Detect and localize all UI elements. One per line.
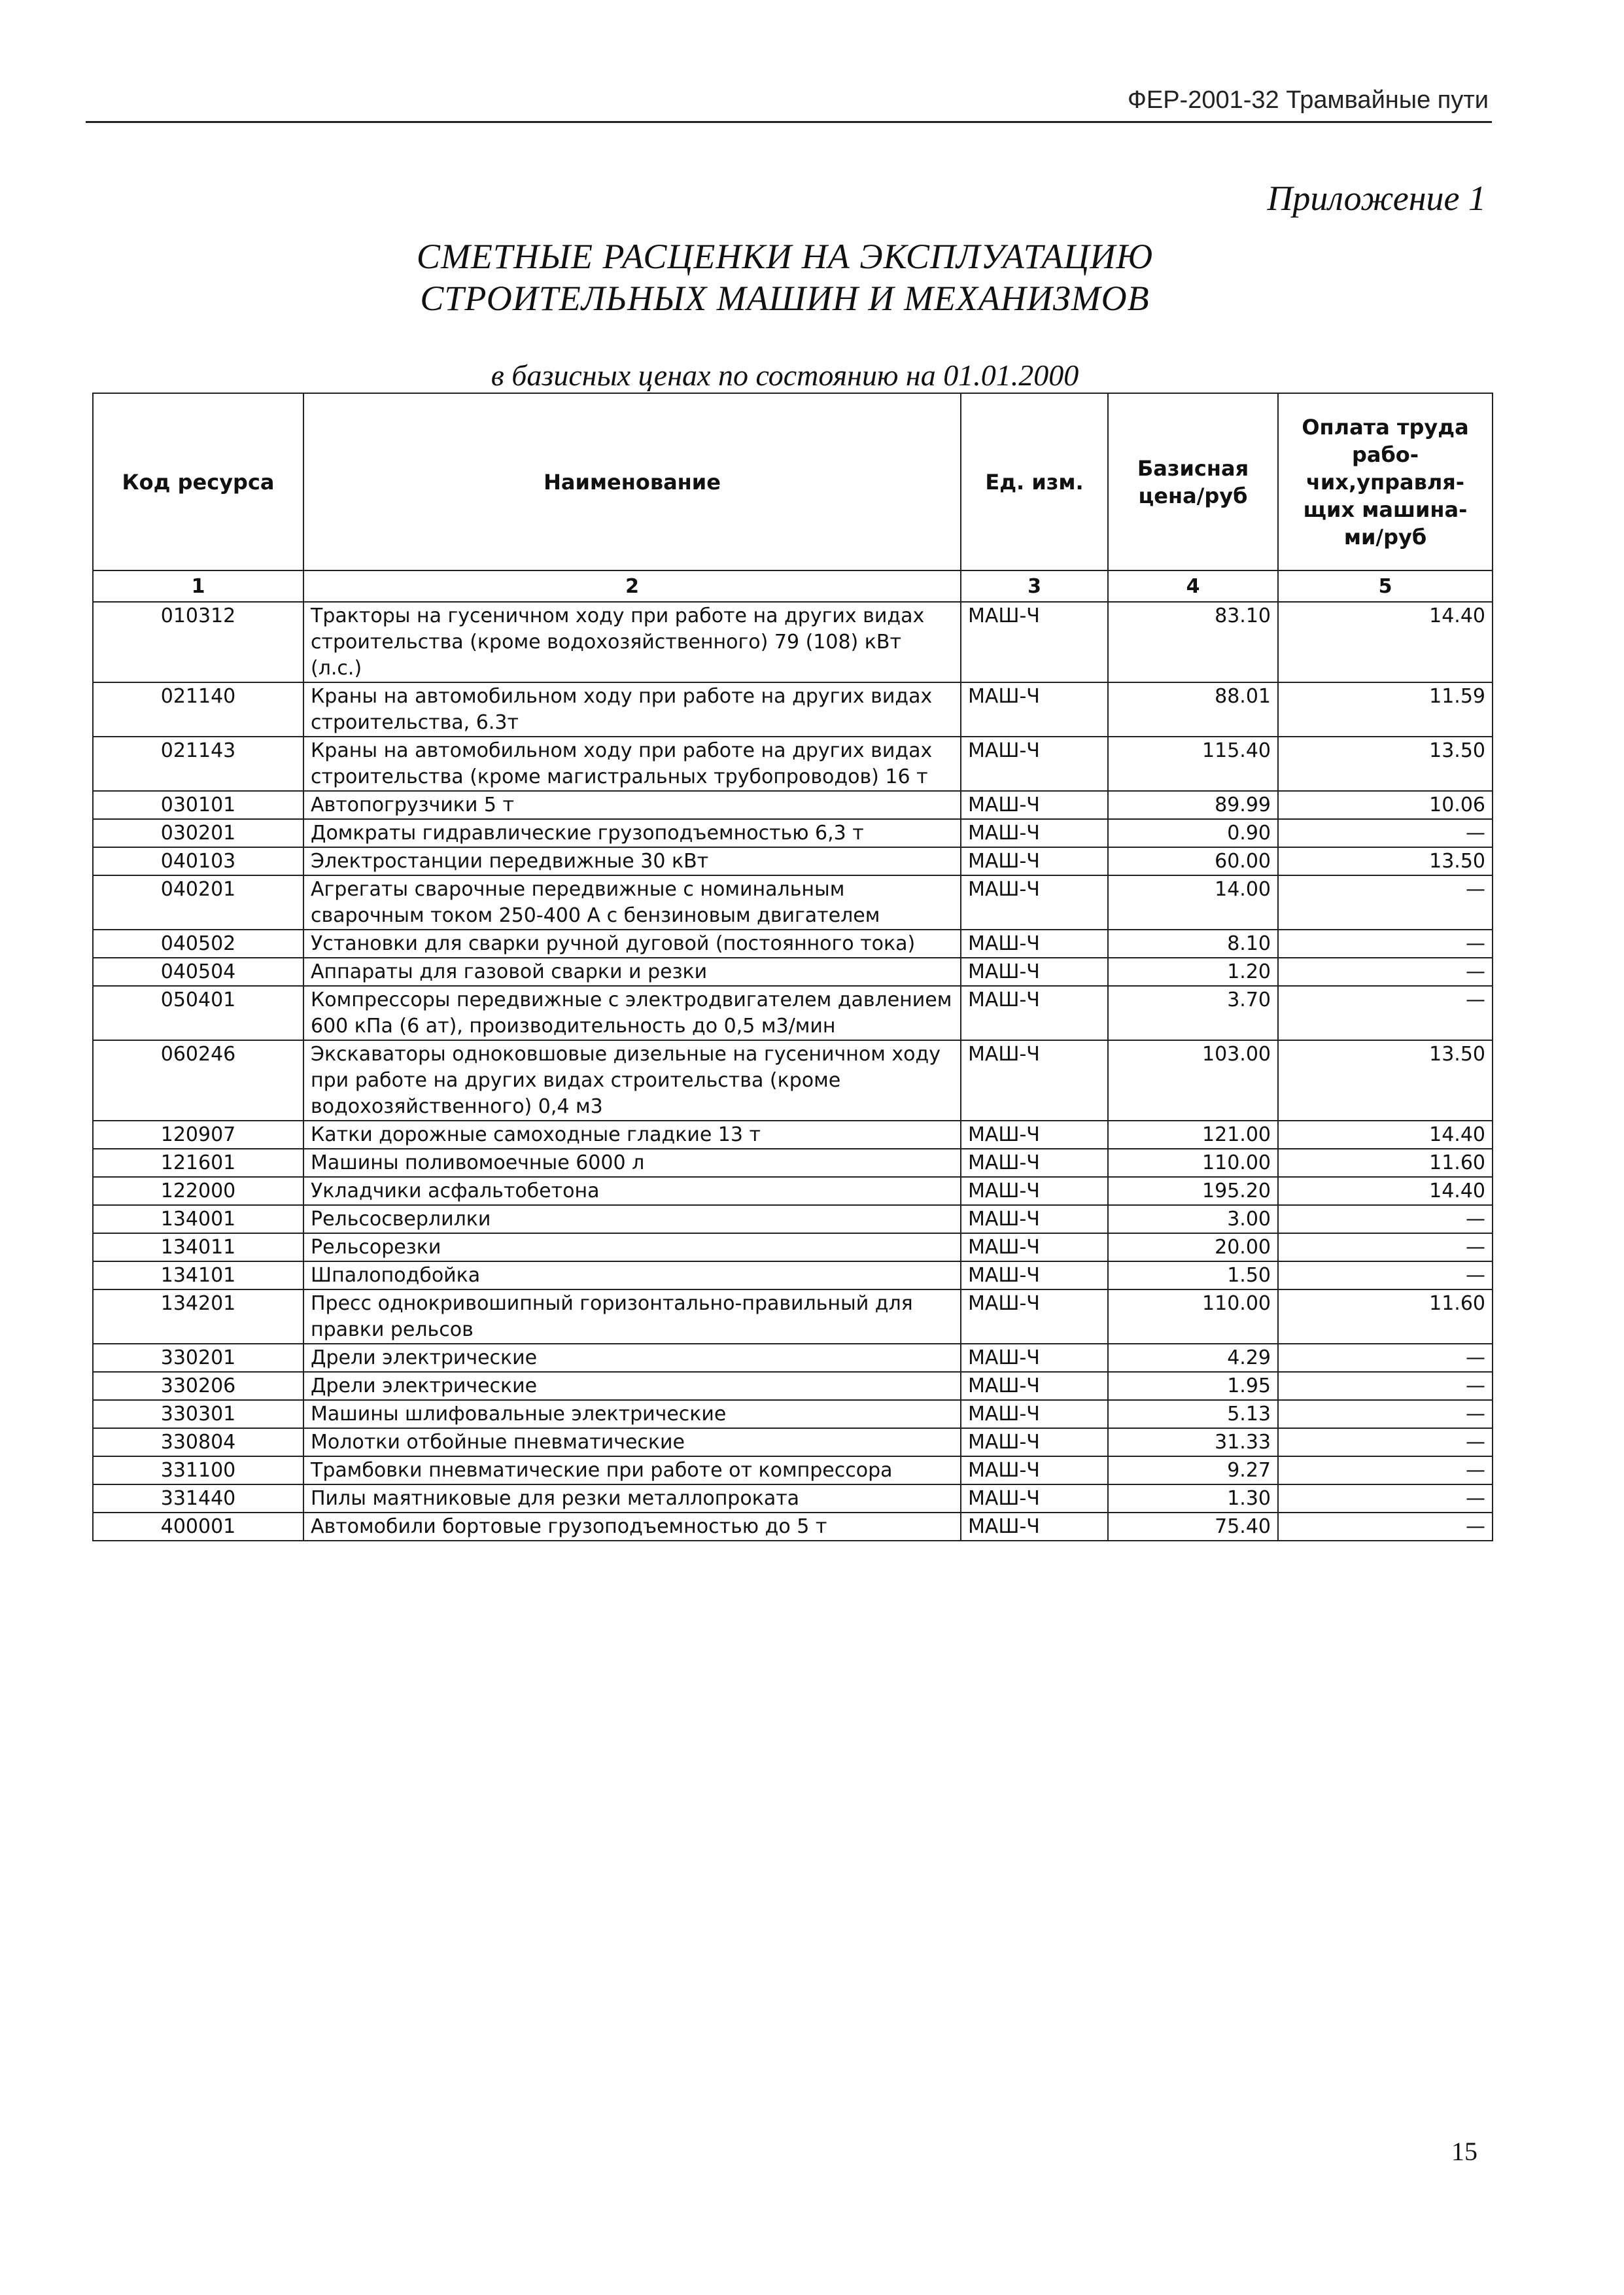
unit-cell: МАШ-Ч — [961, 958, 1108, 986]
operator-wage-cell: 10.06 — [1278, 791, 1493, 819]
unit-cell: МАШ-Ч — [961, 1177, 1108, 1205]
unit-cell: МАШ-Ч — [961, 1428, 1108, 1456]
resource-name-cell: Автопогрузчики 5 т — [303, 791, 961, 819]
resource-code-cell: 134001 — [93, 1205, 303, 1233]
resource-name-cell: Аппараты для газовой сварки и резки — [303, 958, 961, 986]
base-price-cell: 14.00 — [1108, 875, 1278, 930]
base-price-cell: 88.01 — [1108, 682, 1278, 737]
resource-name-cell: Краны на автомобильном ходу при работе на других видах строительства, 6.3т — [303, 682, 961, 737]
table-row — [93, 1233, 1493, 1261]
column-header-price: Базисная цена/руб — [1108, 393, 1278, 570]
resource-code-cell: 330804 — [93, 1428, 303, 1456]
resource-name-cell: Трамбовки пневматические при работе от компрессора — [303, 1456, 961, 1484]
table-row — [93, 1428, 1493, 1456]
operator-wage-cell: 14.40 — [1278, 1177, 1493, 1205]
resource-name-cell: Экскаваторы одноковшовые дизельные на гусеничном ходу при работе на других видах строительства (кроме водохозяйственного) 0,4 м3 — [303, 1040, 961, 1121]
resource-name-cell: Дрели электрические — [303, 1344, 961, 1372]
operator-wage-cell: — — [1278, 1400, 1493, 1428]
table-row — [93, 1121, 1493, 1149]
machine-rates-table — [92, 393, 1493, 1541]
base-price-cell: 1.50 — [1108, 1261, 1278, 1289]
table-row — [93, 1289, 1493, 1344]
operator-wage-cell: 13.50 — [1278, 737, 1493, 791]
operator-wage-cell: 14.40 — [1278, 1121, 1493, 1149]
column-number: 4 — [1108, 570, 1278, 602]
resource-code-cell: 030101 — [93, 791, 303, 819]
title-line-1: СМЕТНЫЕ РАСЦЕНКИ НА ЭКСПЛУАТАЦИЮ — [416, 237, 1154, 276]
operator-wage-cell: — — [1278, 1205, 1493, 1233]
base-price-cell: 75.40 — [1108, 1513, 1278, 1541]
resource-code-cell: 330201 — [93, 1344, 303, 1372]
column-header-name: Наименование — [303, 393, 961, 570]
title-line-2: СТРОИТЕЛЬНЫХ МАШИН И МЕХАНИЗМОВ — [420, 279, 1150, 318]
unit-cell: МАШ-Ч — [961, 1149, 1108, 1177]
base-price-cell: 103.00 — [1108, 1040, 1278, 1121]
resource-name-cell: Установки для сварки ручной дуговой (постоянного тока) — [303, 930, 961, 958]
unit-cell: МАШ-Ч — [961, 737, 1108, 791]
unit-cell: МАШ-Ч — [961, 1261, 1108, 1289]
column-number: 5 — [1278, 570, 1493, 602]
unit-cell: МАШ-Ч — [961, 986, 1108, 1040]
column-number: 1 — [93, 570, 303, 602]
base-price-cell: 1.95 — [1108, 1372, 1278, 1400]
column-header-wage: Оплата труда рабо-чих,управля-щих машина-ми/руб — [1278, 393, 1493, 570]
resource-name-cell: Рельсосверлилки — [303, 1205, 961, 1233]
resource-name-cell: Электростанции передвижные 30 кВт — [303, 847, 961, 875]
base-price-cell: 0.90 — [1108, 819, 1278, 847]
base-price-cell: 3.00 — [1108, 1205, 1278, 1233]
table-row — [93, 1400, 1493, 1428]
table-row — [93, 819, 1493, 847]
unit-cell: МАШ-Ч — [961, 1233, 1108, 1261]
resource-code-cell: 122000 — [93, 1177, 303, 1205]
resource-code-cell: 134011 — [93, 1233, 303, 1261]
base-price-cell: 60.00 — [1108, 847, 1278, 875]
resource-name-cell: Пилы маятниковые для резки металлопроката — [303, 1484, 961, 1513]
resource-name-cell: Краны на автомобильном ходу при работе на других видах строительства (кроме магистральных трубопроводов) 16 т — [303, 737, 961, 791]
unit-cell: МАШ-Ч — [961, 930, 1108, 958]
column-header-unit: Ед. изм. — [961, 393, 1108, 570]
unit-cell: МАШ-Ч — [961, 875, 1108, 930]
unit-cell: МАШ-Ч — [961, 1456, 1108, 1484]
resource-code-cell: 021140 — [93, 682, 303, 737]
unit-cell: МАШ-Ч — [961, 791, 1108, 819]
base-price-cell: 4.29 — [1108, 1344, 1278, 1372]
table-row — [93, 1149, 1493, 1177]
operator-wage-cell: — — [1278, 1372, 1493, 1400]
base-price-cell: 110.00 — [1108, 1149, 1278, 1177]
operator-wage-cell: — — [1278, 1428, 1493, 1456]
unit-cell: МАШ-Ч — [961, 1040, 1108, 1121]
table-row — [93, 1177, 1493, 1205]
base-price-cell: 110.00 — [1108, 1289, 1278, 1344]
base-price-cell: 83.10 — [1108, 602, 1278, 682]
resource-name-cell: Компрессоры передвижные с электродвигателем давлением 600 кПа (6 ат), производительность до 0,5 м3/мин — [303, 986, 961, 1040]
column-number-row — [93, 570, 1493, 602]
resource-code-cell: 331440 — [93, 1484, 303, 1513]
base-price-cell: 5.13 — [1108, 1400, 1278, 1428]
table-row — [93, 847, 1493, 875]
resource-code-cell: 060246 — [93, 1040, 303, 1121]
resource-name-cell: Машины поливомоечные 6000 л — [303, 1149, 961, 1177]
resource-name-cell: Автомобили бортовые грузоподъемностью до 5 т — [303, 1513, 961, 1541]
resource-name-cell: Катки дорожные самоходные гладкие 13 т — [303, 1121, 961, 1149]
table-row — [93, 1344, 1493, 1372]
table-row — [93, 682, 1493, 737]
table-row — [93, 737, 1493, 791]
operator-wage-cell: 11.60 — [1278, 1289, 1493, 1344]
operator-wage-cell: — — [1278, 875, 1493, 930]
base-price-cell: 9.27 — [1108, 1456, 1278, 1484]
resource-name-cell: Домкраты гидравлические грузоподъемностью 6,3 т — [303, 819, 961, 847]
unit-cell: МАШ-Ч — [961, 1344, 1108, 1372]
table-row — [93, 958, 1493, 986]
unit-cell: МАШ-Ч — [961, 847, 1108, 875]
document-title — [249, 236, 1321, 319]
resource-code-cell: 134201 — [93, 1289, 303, 1344]
unit-cell: МАШ-Ч — [961, 1400, 1108, 1428]
resource-code-cell: 330301 — [93, 1400, 303, 1428]
operator-wage-cell: — — [1278, 1456, 1493, 1484]
resource-code-cell: 330206 — [93, 1372, 303, 1400]
table-row — [93, 602, 1493, 682]
base-price-cell: 3.70 — [1108, 986, 1278, 1040]
resource-code-cell: 400001 — [93, 1513, 303, 1541]
base-price-cell: 89.99 — [1108, 791, 1278, 819]
table-row — [93, 1456, 1493, 1484]
column-number: 2 — [303, 570, 961, 602]
table-row — [93, 1040, 1493, 1121]
header-rule — [86, 121, 1492, 123]
resource-name-cell: Машины шлифовальные электрические — [303, 1400, 961, 1428]
running-header: ФЕР-2001-32 Трамвайные пути — [1127, 86, 1489, 114]
column-header-code: Код ресурса — [93, 393, 303, 570]
operator-wage-cell: 13.50 — [1278, 847, 1493, 875]
resource-name-cell: Молотки отбойные пневматические — [303, 1428, 961, 1456]
table-row — [93, 791, 1493, 819]
price-basis-subtitle: в базисных ценах по состоянию на 01.01.2000 — [491, 359, 1079, 392]
unit-cell: МАШ-Ч — [961, 819, 1108, 847]
operator-wage-cell: 11.59 — [1278, 682, 1493, 737]
unit-cell: МАШ-Ч — [961, 1289, 1108, 1344]
operator-wage-cell: — — [1278, 958, 1493, 986]
base-price-cell: 31.33 — [1108, 1428, 1278, 1456]
unit-cell: МАШ-Ч — [961, 1372, 1108, 1400]
resource-code-cell: 120907 — [93, 1121, 303, 1149]
base-price-cell: 1.20 — [1108, 958, 1278, 986]
resource-name-cell: Шпалоподбойка — [303, 1261, 961, 1289]
resource-code-cell: 134101 — [93, 1261, 303, 1289]
base-price-cell: 20.00 — [1108, 1233, 1278, 1261]
operator-wage-cell: — — [1278, 1484, 1493, 1513]
resource-code-cell: 010312 — [93, 602, 303, 682]
table-row — [93, 1372, 1493, 1400]
resource-code-cell: 331100 — [93, 1456, 303, 1484]
resource-code-cell: 040103 — [93, 847, 303, 875]
resource-name-cell: Рельсорезки — [303, 1233, 961, 1261]
resource-code-cell: 040502 — [93, 930, 303, 958]
table-row — [93, 875, 1493, 930]
page-number: 15 — [1451, 2137, 1477, 2166]
unit-cell: МАШ-Ч — [961, 682, 1108, 737]
operator-wage-cell: — — [1278, 1513, 1493, 1541]
table-row — [93, 1484, 1493, 1513]
resource-code-cell: 040504 — [93, 958, 303, 986]
table-row — [93, 1513, 1493, 1541]
unit-cell: МАШ-Ч — [961, 1121, 1108, 1149]
operator-wage-cell: — — [1278, 819, 1493, 847]
base-price-cell: 8.10 — [1108, 930, 1278, 958]
operator-wage-cell: 11.60 — [1278, 1149, 1493, 1177]
base-price-cell: 115.40 — [1108, 737, 1278, 791]
resource-code-cell: 030201 — [93, 819, 303, 847]
operator-wage-cell: — — [1278, 1344, 1493, 1372]
operator-wage-cell: 13.50 — [1278, 1040, 1493, 1121]
resource-code-cell: 040201 — [93, 875, 303, 930]
operator-wage-cell: — — [1278, 1261, 1493, 1289]
table-row — [93, 1205, 1493, 1233]
base-price-cell: 121.00 — [1108, 1121, 1278, 1149]
resource-name-cell: Агрегаты сварочные передвижные с номинальным сварочным током 250-400 А с бензиновым двигателем — [303, 875, 961, 930]
resource-name-cell: Тракторы на гусеничном ходу при работе на других видах строительства (кроме водохозяйственного) 79 (108) кВт (л.с.) — [303, 602, 961, 682]
operator-wage-cell: — — [1278, 986, 1493, 1040]
resource-name-cell: Пресс однокривошипный горизонтально-правильный для правки рельсов — [303, 1289, 961, 1344]
appendix-label: Приложение 1 — [1267, 179, 1486, 218]
resource-code-cell: 121601 — [93, 1149, 303, 1177]
base-price-cell: 1.30 — [1108, 1484, 1278, 1513]
table-row — [93, 986, 1493, 1040]
table-header-row — [93, 393, 1493, 570]
unit-cell: МАШ-Ч — [961, 1513, 1108, 1541]
resource-name-cell: Дрели электрические — [303, 1372, 961, 1400]
resource-code-cell: 050401 — [93, 986, 303, 1040]
resource-code-cell: 021143 — [93, 737, 303, 791]
table-row — [93, 930, 1493, 958]
operator-wage-cell: — — [1278, 930, 1493, 958]
unit-cell: МАШ-Ч — [961, 1205, 1108, 1233]
column-number: 3 — [961, 570, 1108, 602]
operator-wage-cell: 14.40 — [1278, 602, 1493, 682]
base-price-cell: 195.20 — [1108, 1177, 1278, 1205]
unit-cell: МАШ-Ч — [961, 602, 1108, 682]
unit-cell: МАШ-Ч — [961, 1484, 1108, 1513]
resource-name-cell: Укладчики асфальтобетона — [303, 1177, 961, 1205]
operator-wage-cell: — — [1278, 1233, 1493, 1261]
table-row — [93, 1261, 1493, 1289]
